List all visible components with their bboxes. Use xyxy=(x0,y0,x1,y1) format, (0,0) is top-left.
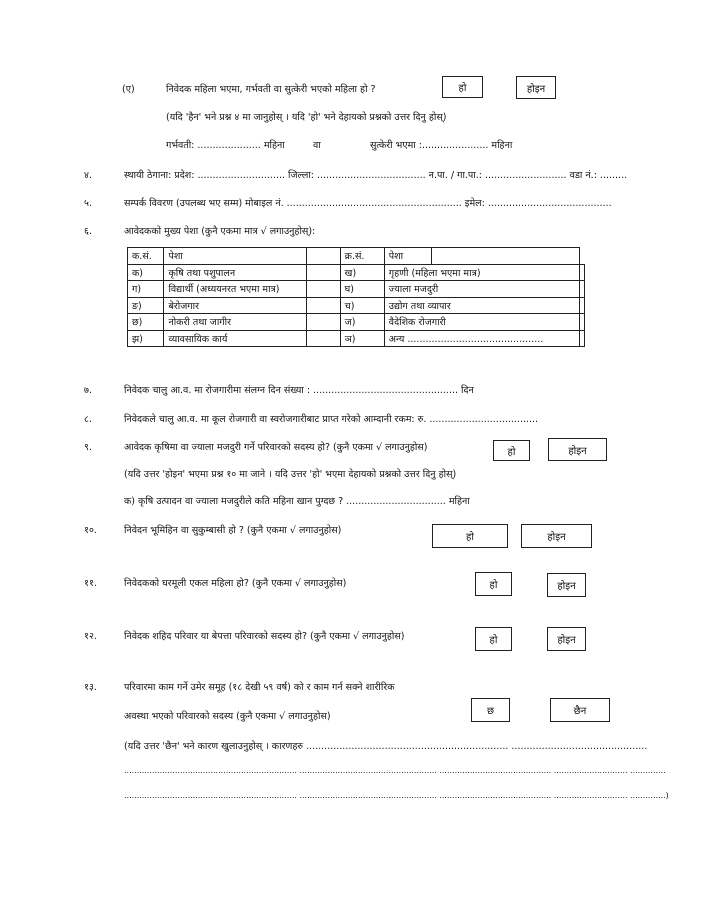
checkbox-cell[interactable] xyxy=(580,297,585,314)
question-number-4: ४. xyxy=(84,170,92,181)
serial-cell: छ) xyxy=(128,314,164,331)
landless-question: निवेदन भूमिहिन वा सुकुम्बासी हो ? (कुनै एकमा √ लगाउनुहोस) xyxy=(124,525,342,536)
single-woman-yes-box[interactable]: हो xyxy=(475,572,512,596)
serial-cell: ख) xyxy=(340,264,384,281)
occupation-cell: अन्य ............................................. xyxy=(384,330,579,347)
serial-cell: झ) xyxy=(128,330,164,347)
reason-dotted-line: .................................................................... ...................................................... ............................................ ............................. .............. xyxy=(124,766,666,775)
question-number-11: ११. xyxy=(84,578,97,589)
table-header-row xyxy=(128,248,585,265)
checkbox-cell[interactable] xyxy=(580,314,585,331)
table-row xyxy=(128,330,585,347)
question-pregnant-text: निवेदक महिला भएमा, गर्भवती वा सुत्केरी भएको महिला हो ? xyxy=(166,84,376,95)
question-number-9: ९. xyxy=(84,442,92,453)
agriculture-yes-box[interactable]: हो xyxy=(493,440,530,461)
martyr-family-no-box[interactable]: होइन xyxy=(547,627,586,651)
serial-cell: ज) xyxy=(340,314,384,331)
pregnant-months-field: गर्भवती: ..................... महिना xyxy=(166,140,285,151)
serial-cell: क) xyxy=(128,264,164,281)
working-age-yes-box[interactable]: छ xyxy=(471,698,510,722)
occupation-cell: नोकरी तथा जागीर xyxy=(164,314,307,331)
agriculture-instruction: (यदि उत्तर 'होइन' भएमा प्रश्न १० मा जाने । यदि उत्तर 'हो' भएमा देहायको प्रश्नको उत्तर दिनु होस्) xyxy=(124,469,457,480)
serial-cell: च) xyxy=(340,297,384,314)
employment-days-field: निवेदक चालु आ.व. मा रोजगारीमा संलग्न दिन संख्या : ................................................ दिन xyxy=(124,385,474,396)
occupation-cell: व्यावसायिक कार्य xyxy=(164,330,307,347)
question-number-7: ७. xyxy=(84,385,92,396)
question-number-5: ५. xyxy=(84,198,92,209)
checkbox-cell[interactable] xyxy=(580,264,585,281)
occupation-cell: वैदेशिक रोजगारी xyxy=(384,314,579,331)
martyr-family-question: निवेदक शहिद परिवार या बेपत्ता परिवारको सदस्य हो? (कुनै एकमा √ लगाउनुहोस) xyxy=(124,631,405,642)
contact-details-field: सम्पर्क विवरण (उपलब्ध भए सम्म) मोबाइल नं. .......................................................... इमेल: ......................................... xyxy=(124,198,612,209)
serial-cell: ङ) xyxy=(128,297,164,314)
agriculture-no-box[interactable]: होइन xyxy=(548,438,607,461)
reason-dotted-line: .................................................................... ...................................................... ............................................ ............................. ..............) xyxy=(124,791,669,800)
table-row xyxy=(128,281,585,298)
table-header-cell xyxy=(432,248,580,265)
serial-cell: घ) xyxy=(340,281,384,298)
working-age-no-box[interactable]: छैन xyxy=(550,698,610,722)
table-header-cell: पेशा xyxy=(164,248,307,265)
table-header-cell: क.सं. xyxy=(128,248,164,265)
martyr-family-yes-box[interactable]: हो xyxy=(475,627,512,651)
occupation-question: आवेदकको मुख्य पेशा (कुनै एकमा मात्र √ लगाउनुहोस्): xyxy=(124,226,316,237)
checkbox-cell[interactable] xyxy=(307,281,340,298)
serial-cell: ग) xyxy=(128,281,164,298)
table-header-cell xyxy=(307,248,340,265)
question-label-e: (ए) xyxy=(122,84,135,95)
checkbox-cell[interactable] xyxy=(307,330,340,347)
single-woman-question: निवेदकको घरमूली एकल महिला हो? (कुनै एकमा √ लगाउनुहोस) xyxy=(124,578,347,589)
working-age-question-line1: परिवारमा काम गर्ने उमेर समूह (१८ देखी ५९ वर्ष) को र काम गर्न सक्ने शारीरिक xyxy=(124,682,395,693)
checkbox-cell[interactable] xyxy=(307,297,340,314)
income-amount-field: निवेदकले चालु आ.व. मा कूल रोजगारी वा स्वरोजगारीबाट प्राप्त गरेको आम्दानी रकम: रु. .................................... xyxy=(124,414,539,425)
occupation-cell: गृहणी (महिला भएमा मात्र) xyxy=(384,264,579,281)
or-text: वा xyxy=(313,140,321,151)
occupation-cell: विद्यार्थी (अध्ययनरत भएमा मात्र) xyxy=(164,281,307,298)
food-sufficiency-field: क) कृषि उत्पादन वा ज्याला मजदुरीले कति महिना खान पुग्दछ ? ................................. महिना xyxy=(124,496,470,507)
landless-no-box[interactable]: होइन xyxy=(521,524,592,548)
working-age-question-line2: अवस्था भएको परिवारको सदस्य (कुनै एकमा √ लगाउनुहोस) xyxy=(124,711,331,722)
checkbox-cell[interactable] xyxy=(580,330,585,347)
question-number-8: ८. xyxy=(84,414,92,425)
question-number-13: १३. xyxy=(84,682,97,693)
checkbox-cell[interactable] xyxy=(307,314,340,331)
agriculture-question: आवेदक कृषिमा वा ज्याला मजदुरी गर्ने परिवारको सदस्य हो? (कुनै एकमा √ लगाउनुहोस) xyxy=(124,442,428,453)
checkbox-cell[interactable] xyxy=(580,281,585,298)
permanent-address-field: स्थायी ठेगाना: प्रदेश: ............................. जिल्ला: .................................... न.पा. / गा.पा.: ........................... वडा नं.: ......... xyxy=(124,170,628,181)
occupation-table xyxy=(127,247,585,347)
occupation-cell: उद्योग तथा व्यापार xyxy=(384,297,579,314)
table-header-cell: पेशा xyxy=(384,248,431,265)
table-header-cell: क्र.सं. xyxy=(340,248,384,265)
question-number-6: ६. xyxy=(84,226,92,237)
table-row xyxy=(128,264,585,281)
pregnant-no-box[interactable]: होइन xyxy=(516,76,556,99)
postpartum-months-field: सुत्केरी भएमा :...................... महिना xyxy=(370,140,513,151)
serial-cell: ञ) xyxy=(340,330,384,347)
occupation-cell: कृषि तथा पशुपालन xyxy=(164,264,307,281)
pregnant-instruction: (यदि 'हैन' भने प्रश्न ४ मा जानुहोस् । यदि 'हो' भने देहायको प्रश्नको उत्तर दिनु होस्) xyxy=(166,112,447,123)
occupation-cell: ज्याला मजदुरी xyxy=(384,281,579,298)
table-row xyxy=(128,297,585,314)
checkbox-cell[interactable] xyxy=(307,264,340,281)
question-number-10: १०. xyxy=(84,525,97,536)
single-woman-no-box[interactable]: होइन xyxy=(547,573,586,597)
question-number-12: १२. xyxy=(84,631,97,642)
occupation-cell: बेरोजगार xyxy=(164,297,307,314)
pregnant-yes-box[interactable]: हो xyxy=(442,76,483,98)
table-row xyxy=(128,314,585,331)
landless-yes-box[interactable]: हो xyxy=(432,524,508,548)
reason-instruction: (यदि उत्तर 'छैन' भने कारण खुलाउनुहोस् । कारणहरु ................................................................... ............................................. xyxy=(124,741,648,752)
